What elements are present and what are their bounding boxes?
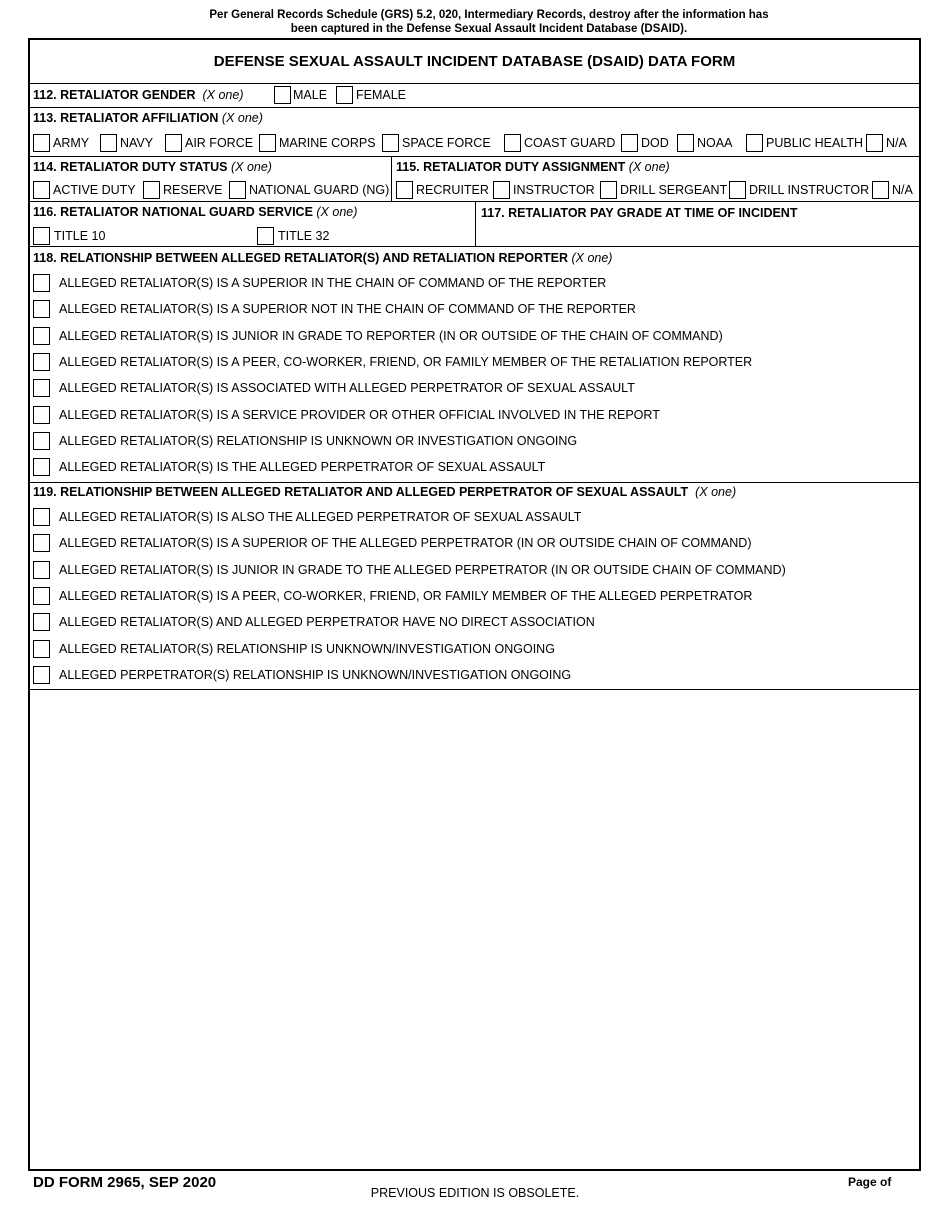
divider (475, 201, 476, 246)
q118-option-label: ALLEGED RETALIATOR(S) IS A PEER, CO-WORKER, FRIEND, OR FAMILY MEMBER OF THE RETALIATION REPORTER (59, 354, 753, 369)
q119-checkbox[interactable] (33, 666, 50, 684)
form-frame (28, 38, 921, 1171)
checkbox-assignment-na[interactable] (872, 181, 889, 199)
checkbox-active-duty[interactable] (33, 181, 50, 199)
q116-label (33, 205, 357, 219)
q115-instruction: (X one) (628, 160, 670, 174)
option-female: FEMALE (356, 88, 407, 102)
option-army: ARMY (53, 136, 90, 150)
checkbox-air-force[interactable] (165, 134, 182, 152)
checkbox-public-health[interactable] (746, 134, 763, 152)
q113-instruction: (X one) (221, 111, 263, 125)
q119-checkbox[interactable] (33, 508, 50, 526)
option-drill-sergeant: DRILL SERGEANT (620, 183, 728, 197)
option-marine-corps: MARINE CORPS (279, 136, 376, 150)
q118-option-label: ALLEGED RETALIATOR(S) RELATIONSHIP IS UNKNOWN OR INVESTIGATION ONGOING (59, 433, 578, 448)
option-drill-instructor: DRILL INSTRUCTOR (749, 183, 870, 197)
checkbox-drill-sergeant[interactable] (600, 181, 617, 199)
checkbox-female[interactable] (336, 86, 353, 104)
divider (30, 482, 919, 483)
q118-checkbox[interactable] (33, 458, 50, 476)
q119-title: 119. RELATIONSHIP BETWEEN ALLEGED RETALIATOR AND ALLEGED PERPETRATOR OF SEXUAL ASSAULT (33, 485, 689, 499)
q112-instruction: (X one) (202, 88, 244, 102)
checkbox-space-force[interactable] (382, 134, 399, 152)
q119-option-label: ALLEGED RETALIATOR(S) IS A PEER, CO-WORKER, FRIEND, OR FAMILY MEMBER OF THE ALLEGED PERPETRATOR (59, 588, 753, 603)
option-reserve: RESERVE (163, 183, 223, 197)
q116-instruction: (X one) (316, 205, 358, 219)
option-assignment-na: N/A (892, 183, 913, 197)
form-identifier: DD FORM 2965, SEP 2020 (33, 1174, 217, 1191)
notice-line-1: Per General Records Schedule (GRS) 5.2, 020, Intermediary Records, destroy after the information has (209, 9, 769, 21)
checkbox-reserve[interactable] (143, 181, 160, 199)
q118-option-label: ALLEGED RETALIATOR(S) IS THE ALLEGED PERPETRATOR OF SEXUAL ASSAULT (59, 460, 546, 475)
q118-checkbox[interactable] (33, 353, 50, 371)
q119-checkbox[interactable] (33, 534, 50, 552)
checkbox-dod[interactable] (621, 134, 638, 152)
checkbox-recruiter[interactable] (396, 181, 413, 199)
q114-instruction: (X one) (230, 160, 272, 174)
q118-checkbox[interactable] (33, 327, 50, 345)
q118-option-label: ALLEGED RETALIATOR(S) IS A SERVICE PROVIDER OR OTHER OFFICIAL INVOLVED IN THE REPORT (59, 407, 660, 422)
q113-title: 113. RETALIATOR AFFILIATION (33, 111, 219, 125)
q118-checkbox[interactable] (33, 379, 50, 397)
checkbox-national-guard[interactable] (229, 181, 246, 199)
divider (30, 246, 919, 247)
q112-title: 112. RETALIATOR GENDER (33, 88, 196, 102)
checkbox-title-10[interactable] (33, 227, 50, 245)
option-coast-guard: COAST GUARD (524, 136, 616, 150)
records-schedule-notice (0, 8, 950, 36)
option-male: MALE (293, 88, 328, 102)
checkbox-affiliation-na[interactable] (866, 134, 883, 152)
option-dod: DOD (641, 136, 669, 150)
q118-label (33, 251, 612, 265)
checkbox-navy[interactable] (100, 134, 117, 152)
q118-checkbox[interactable] (33, 300, 50, 318)
q119-option-label: ALLEGED RETALIATOR(S) IS ALSO THE ALLEGED PERPETRATOR OF SEXUAL ASSAULT (59, 510, 582, 524)
option-instructor: INSTRUCTOR (513, 183, 595, 197)
q119-instruction: (X one) (695, 485, 737, 499)
option-noaa: NOAA (697, 136, 733, 150)
q118-option-label: ALLEGED RETALIATOR(S) IS ASSOCIATED WITH ALLEGED PERPETRATOR OF SEXUAL ASSAULT (59, 381, 635, 396)
option-recruiter: RECRUITER (416, 183, 489, 197)
option-national-guard: NATIONAL GUARD (NG) (249, 183, 390, 197)
q119-option-label: ALLEGED RETALIATOR(S) IS JUNIOR IN GRADE TO THE ALLEGED PERPETRATOR (IN OR OUTSIDE CHAIN OF COMMAND) (59, 562, 786, 577)
checkbox-coast-guard[interactable] (504, 134, 521, 152)
q119-checkbox[interactable] (33, 640, 50, 658)
q118-checkbox[interactable] (33, 406, 50, 424)
q119-option-label: ALLEGED RETALIATOR(S) AND ALLEGED PERPETRATOR HAVE NO DIRECT ASSOCIATION (59, 615, 595, 630)
q115-label (396, 160, 670, 174)
q119-checkbox[interactable] (33, 561, 50, 579)
q117-title: 117. RETALIATOR PAY GRADE AT TIME OF INCIDENT (481, 206, 798, 220)
q118-instruction: (X one) (571, 251, 613, 265)
q114-label (33, 160, 272, 174)
q114-title: 114. RETALIATOR DUTY STATUS (33, 160, 228, 174)
q119-option-label: ALLEGED RETALIATOR(S) IS A SUPERIOR OF THE ALLEGED PERPETRATOR (IN OR OUTSIDE CHAIN OF COMMAND) (59, 536, 752, 551)
q119-label (33, 485, 736, 499)
q117-label (481, 206, 797, 220)
checkbox-title-32[interactable] (257, 227, 274, 245)
option-affiliation-na: N/A (886, 136, 907, 150)
q112-label (33, 88, 243, 102)
checkbox-drill-instructor[interactable] (729, 181, 746, 199)
form-title: DEFENSE SEXUAL ASSAULT INCIDENT DATABASE (DSAID) DATA FORM (30, 40, 919, 84)
option-active-duty: ACTIVE DUTY (53, 183, 136, 197)
checkbox-army[interactable] (33, 134, 50, 152)
checkbox-instructor[interactable] (493, 181, 510, 199)
q118-option-label: ALLEGED RETALIATOR(S) IS JUNIOR IN GRADE TO REPORTER (IN OR OUTSIDE OF THE CHAIN OF COMMAND) (59, 328, 723, 343)
option-public-health: PUBLIC HEALTH (766, 136, 864, 150)
q115-title: 115. RETALIATOR DUTY ASSIGNMENT (396, 160, 626, 174)
notice-line-2: been captured in the Defense Sexual Assault Incident Database (DSAID). (290, 23, 688, 35)
checkbox-noaa[interactable] (677, 134, 694, 152)
q118-title: 118. RELATIONSHIP BETWEEN ALLEGED RETALIATOR(S) AND RETALIATION REPORTER (33, 251, 568, 265)
q119-checkbox[interactable] (33, 613, 50, 631)
q118-option-label: ALLEGED RETALIATOR(S) IS A SUPERIOR IN THE CHAIN OF COMMAND OF THE REPORTER (59, 276, 607, 290)
q119-option-label: ALLEGED PERPETRATOR(S) RELATIONSHIP IS UNKNOWN/INVESTIGATION ONGOING (59, 667, 572, 682)
option-air-force: AIR FORCE (185, 136, 254, 150)
q113-label (33, 111, 263, 125)
divider (391, 156, 392, 201)
q118-checkbox[interactable] (33, 274, 50, 292)
option-navy: NAVY (120, 136, 154, 150)
page-number: Page of (848, 1175, 892, 1189)
option-title-32: TITLE 32 (278, 229, 330, 243)
q118-checkbox[interactable] (33, 432, 50, 450)
divider (30, 156, 919, 157)
divider (30, 689, 919, 690)
divider (30, 107, 919, 108)
option-space-force: SPACE FORCE (402, 136, 491, 150)
checkbox-marine-corps[interactable] (259, 134, 276, 152)
obsolete-notice: PREVIOUS EDITION IS OBSOLETE. (370, 1186, 580, 1200)
q116-title: 116. RETALIATOR NATIONAL GUARD SERVICE (33, 205, 313, 219)
q119-checkbox[interactable] (33, 587, 50, 605)
q119-option-label: ALLEGED RETALIATOR(S) RELATIONSHIP IS UNKNOWN/INVESTIGATION ONGOING (59, 641, 555, 656)
checkbox-male[interactable] (274, 86, 291, 104)
q118-option-label: ALLEGED RETALIATOR(S) IS A SUPERIOR NOT IN THE CHAIN OF COMMAND OF THE REPORTER (59, 302, 636, 317)
option-title-10: TITLE 10 (54, 229, 106, 243)
